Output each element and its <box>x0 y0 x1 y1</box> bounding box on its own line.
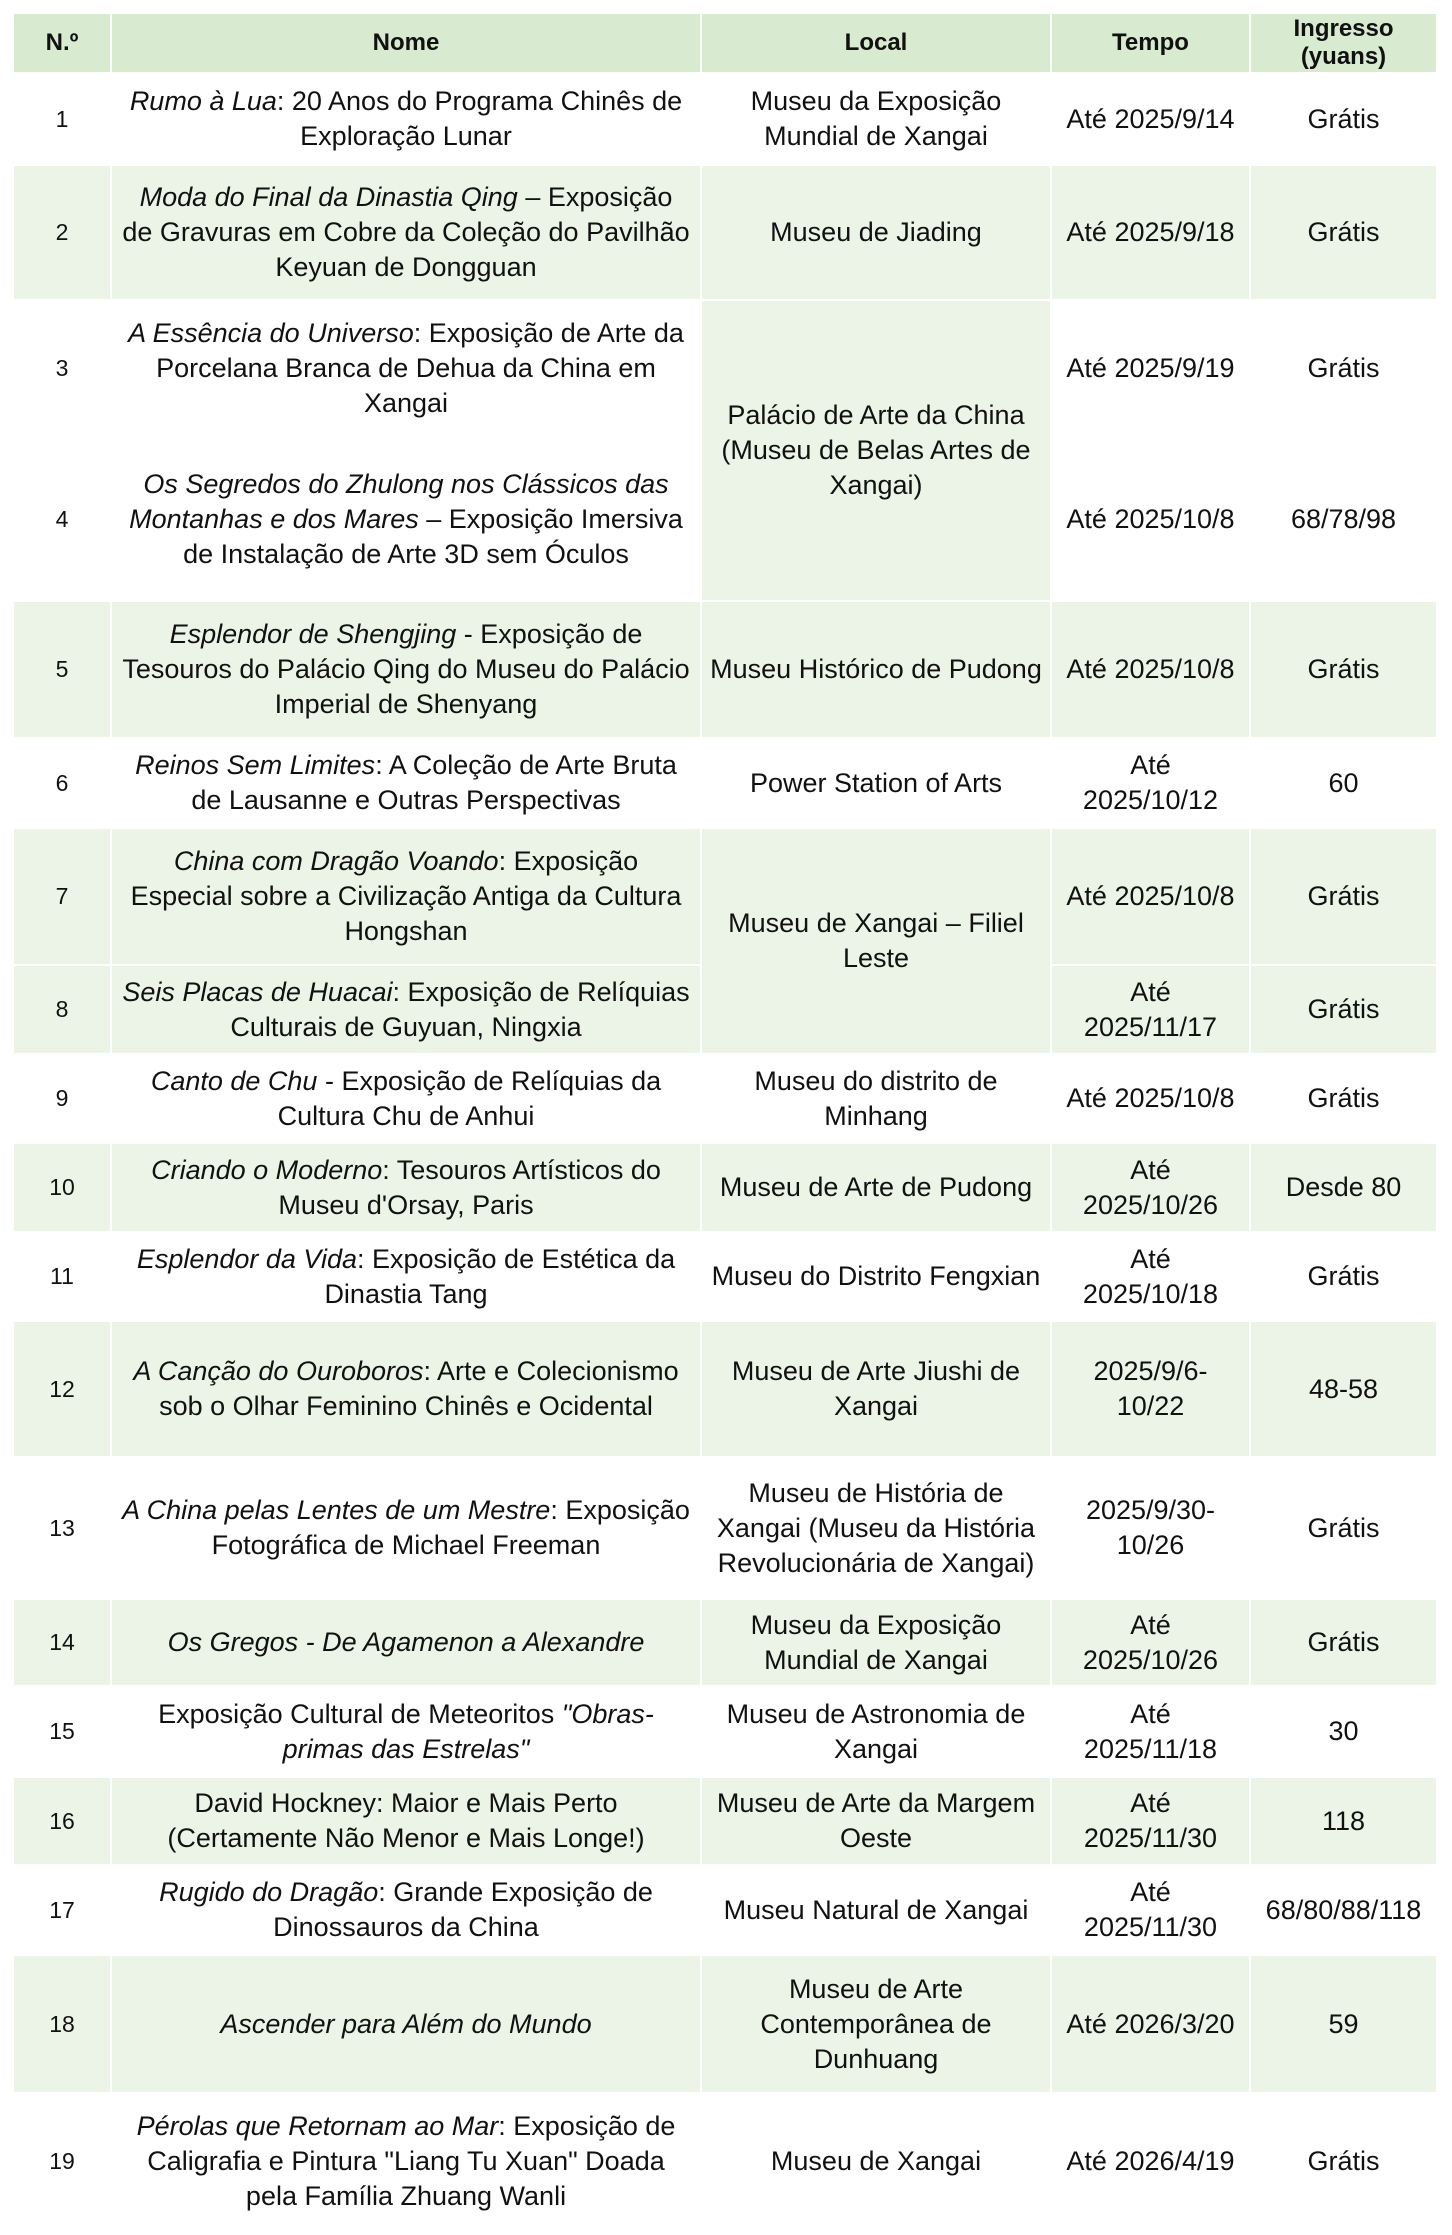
exhibition-time: Até 2025/10/8 <box>1051 437 1250 601</box>
exhibition-title: Pérolas que Retornam ao Mar <box>136 2111 499 2141</box>
table-row <box>13 300 1437 437</box>
row-number: 2 <box>13 165 111 300</box>
exhibition-fee: Grátis <box>1250 1054 1437 1143</box>
table-row <box>13 1321 1437 1457</box>
row-number: 12 <box>13 1321 111 1457</box>
exhibition-title: China com Dragão Voando <box>173 846 499 876</box>
exhibition-fee: Grátis <box>1250 2093 1437 2230</box>
exhibition-fee: 118 <box>1250 1777 1437 1865</box>
row-number: 14 <box>13 1599 111 1686</box>
exhibition-fee: Grátis <box>1250 828 1437 965</box>
header-time: Tempo <box>1051 13 1250 73</box>
row-number: 8 <box>13 965 111 1054</box>
table-row <box>13 2093 1437 2230</box>
table-row <box>13 828 1437 965</box>
exhibition-time: Até 2025/11/30 <box>1051 1777 1250 1865</box>
exhibition-fee: 30 <box>1250 1686 1437 1777</box>
exhibition-location: Palácio de Arte da China (Museu de Belas Artes de Xangai) <box>701 300 1051 601</box>
exhibition-subtitle: : Tesouros Artísticos do Museu d'Orsay, Paris <box>278 1154 661 1220</box>
row-number: 15 <box>13 1686 111 1777</box>
table-row <box>13 1599 1437 1686</box>
exhibitions-table-container <box>12 12 1436 2231</box>
exhibition-location: Museu de Arte Jiushi de Xangai <box>701 1321 1051 1457</box>
row-number: 1 <box>13 73 111 165</box>
header-location: Local <box>701 13 1051 73</box>
exhibition-time: Até 2025/11/17 <box>1051 965 1250 1054</box>
exhibition-title: Rugido do Dragão <box>159 1877 379 1907</box>
header-name: Nome <box>111 13 701 73</box>
header-fee <box>1250 13 1437 73</box>
table-row <box>13 601 1437 738</box>
exhibition-name <box>111 1232 701 1321</box>
table-row <box>13 1457 1437 1599</box>
exhibition-title: Esplendor da Vida <box>136 1243 357 1274</box>
exhibition-subtitle: : Exposição de Estética da Dinastia Tang <box>324 1243 676 1309</box>
exhibition-subtitle: - Exposição de Tesouros do Palácio Qing do Museu do Palácio Imperial de Shenyang <box>122 619 690 719</box>
exhibition-time: Até 2025/10/26 <box>1051 1599 1250 1686</box>
exhibition-name <box>111 1777 701 1865</box>
exhibition-time: Até 2026/3/20 <box>1051 1955 1250 2093</box>
table-row <box>13 1143 1437 1232</box>
exhibition-title: Esplendor de Shengjing <box>169 619 457 649</box>
exhibition-name <box>111 1054 701 1143</box>
exhibition-fee: 68/80/88/118 <box>1250 1865 1437 1955</box>
exhibition-subtitle: : Grande Exposição de Dinossauros da China <box>273 1877 653 1942</box>
row-number: 7 <box>13 828 111 965</box>
exhibition-fee: Grátis <box>1250 965 1437 1054</box>
table-row <box>13 1955 1437 2093</box>
exhibition-fee: Grátis <box>1250 1232 1437 1321</box>
table-row <box>13 1777 1437 1865</box>
exhibition-subtitle: – Exposição de Gravuras em Cobre da Coleção do Pavilhão Keyuan de Dongguan <box>122 182 690 282</box>
exhibition-location: Museu do Distrito Fengxian <box>701 1232 1051 1321</box>
exhibition-subtitle: - Exposição de Relíquias da Cultura Chu de Anhui <box>277 1065 662 1131</box>
exhibition-subtitle: : Exposição de Relíquias Culturais de Guyuan, Ningxia <box>230 976 690 1042</box>
exhibition-prefix: Exposição Cultural de Meteoritos <box>158 1698 562 1729</box>
exhibition-time: Até 2025/10/18 <box>1051 1232 1250 1321</box>
row-number: 10 <box>13 1143 111 1232</box>
exhibition-name <box>111 437 701 601</box>
exhibition-location: Museu de História de Xangai (Museu da História Revolucionária de Xangai) <box>701 1457 1051 1599</box>
exhibition-subtitle: : A Coleção de Arte Bruta de Lausanne e Outras Perspectivas <box>191 750 677 815</box>
exhibition-title: Os Segredos do Zhulong nos Clássicos das Montanhas e dos Mares <box>129 468 669 534</box>
row-number: 17 <box>13 1865 111 1955</box>
exhibition-time: Até 2025/10/12 <box>1051 738 1250 828</box>
exhibition-fee: Grátis <box>1250 1599 1437 1686</box>
exhibition-name <box>111 1686 701 1777</box>
exhibition-time: Até 2026/4/19 <box>1051 2093 1250 2230</box>
header-fee-line2: (yuans) <box>1300 43 1387 70</box>
exhibition-title: Canto de Chu <box>150 1065 318 1096</box>
exhibition-fee: Grátis <box>1250 73 1437 165</box>
exhibition-location: Museu de Jiading <box>701 165 1051 300</box>
exhibition-time: Até 2025/11/18 <box>1051 1686 1250 1777</box>
exhibition-title: Reinos Sem Limites <box>135 750 376 780</box>
row-number: 18 <box>13 1955 111 2093</box>
header-fee-line1: Ingresso <box>1293 15 1394 42</box>
exhibition-name <box>111 1457 701 1599</box>
table-row <box>13 1232 1437 1321</box>
table-row <box>13 1686 1437 1777</box>
exhibition-title: A Canção do Ouroboros <box>133 1356 424 1386</box>
row-number: 11 <box>13 1232 111 1321</box>
exhibition-location: Power Station of Arts <box>701 738 1051 828</box>
row-number: 3 <box>13 300 111 437</box>
table-row <box>13 1865 1437 1955</box>
exhibition-fee: Grátis <box>1250 601 1437 738</box>
exhibition-name <box>111 165 701 300</box>
exhibition-name <box>111 965 701 1054</box>
exhibition-title: A China pelas Lentes de um Mestre <box>122 1495 551 1525</box>
exhibition-location: Museu de Xangai <box>701 2093 1051 2230</box>
exhibition-time: Até 2025/10/8 <box>1051 828 1250 965</box>
exhibition-time: Até 2025/11/30 <box>1051 1865 1250 1955</box>
row-number: 13 <box>13 1457 111 1599</box>
exhibition-name <box>111 300 701 437</box>
exhibition-subtitle: : Exposição Fotográfica de Michael Freeman <box>211 1495 690 1560</box>
row-number: 6 <box>13 738 111 828</box>
exhibition-location: Museu da Exposição Mundial de Xangai <box>701 1599 1051 1686</box>
exhibition-subtitle: : Exposição de Caligrafia e Pintura "Liang Tu Xuan" Doada pela Família Zhuang Wanli <box>147 2111 676 2211</box>
row-number: 16 <box>13 1777 111 1865</box>
exhibition-prefix: David Hockney: Maior e Mais Perto (Certamente Não Menor e Mais Longe!) <box>167 1788 645 1853</box>
table-row <box>13 738 1437 828</box>
exhibition-location: Museu do distrito de Minhang <box>701 1054 1051 1143</box>
exhibition-name <box>111 1321 701 1457</box>
exhibition-fee: 59 <box>1250 1955 1437 2093</box>
exhibition-name <box>111 1865 701 1955</box>
exhibition-title: Rumo à Lua <box>129 86 277 116</box>
exhibition-fee: Grátis <box>1250 300 1437 437</box>
exhibition-fee: 60 <box>1250 738 1437 828</box>
row-number: 5 <box>13 601 111 738</box>
exhibition-time: Até 2025/9/14 <box>1051 73 1250 165</box>
exhibition-location: Museu de Arte de Pudong <box>701 1143 1051 1232</box>
exhibition-title: "Obras-primas das Estrelas" <box>282 1698 654 1764</box>
exhibition-location: Museu Natural de Xangai <box>701 1865 1051 1955</box>
exhibition-name <box>111 1955 701 2093</box>
exhibition-location: Museu de Astronomia de Xangai <box>701 1686 1051 1777</box>
exhibition-name <box>111 738 701 828</box>
exhibitions-table <box>12 12 1438 2231</box>
exhibition-title: A Essência do Universo <box>128 318 414 348</box>
exhibition-fee: Grátis <box>1250 1457 1437 1599</box>
exhibition-location: Museu de Xangai – Filiel Leste <box>701 828 1051 1054</box>
table-row <box>13 1054 1437 1143</box>
exhibition-time: Até 2025/9/19 <box>1051 300 1250 437</box>
exhibition-name <box>111 601 701 738</box>
exhibition-name <box>111 73 701 165</box>
exhibition-fee: Grátis <box>1250 165 1437 300</box>
exhibition-fee: 68/78/98 <box>1250 437 1437 601</box>
table-row <box>13 165 1437 300</box>
exhibition-time: Até 2025/9/18 <box>1051 165 1250 300</box>
exhibition-name <box>111 2093 701 2230</box>
exhibition-time: Até 2025/10/8 <box>1051 1054 1250 1143</box>
exhibition-name <box>111 828 701 965</box>
exhibition-fee: Desde 80 <box>1250 1143 1437 1232</box>
exhibition-title: Os Gregos - De Agamenon a Alexandre <box>167 1627 645 1657</box>
exhibition-fee: 48-58 <box>1250 1321 1437 1457</box>
exhibition-subtitle: : Exposição Especial sobre a Civilização Antiga da Cultura Hongshan <box>130 846 682 946</box>
row-number: 19 <box>13 2093 111 2230</box>
exhibition-time: 2025/9/30-10/26 <box>1051 1457 1250 1599</box>
header-row <box>13 13 1437 73</box>
exhibition-name <box>111 1599 701 1686</box>
exhibition-title: Criando o Moderno <box>151 1154 383 1185</box>
exhibition-time: Até 2025/10/8 <box>1051 601 1250 738</box>
exhibition-subtitle: – Exposição Imersiva de Instalação de Arte 3D sem Óculos <box>183 503 683 569</box>
exhibition-location: Museu Histórico de Pudong <box>701 601 1051 738</box>
exhibition-subtitle: : Exposição de Arte da Porcelana Branca de Dehua da China em Xangai <box>156 318 684 418</box>
exhibition-subtitle: : Arte e Colecionismo sob o Olhar Feminino Chinês e Ocidental <box>159 1356 679 1421</box>
exhibition-time: Até 2025/10/26 <box>1051 1143 1250 1232</box>
row-number: 4 <box>13 437 111 601</box>
exhibition-subtitle: : 20 Anos do Programa Chinês de Exploração Lunar <box>276 86 683 151</box>
header-num: N.º <box>13 13 111 73</box>
exhibition-time: 2025/9/6-10/22 <box>1051 1321 1250 1457</box>
exhibition-location: Museu da Exposição Mundial de Xangai <box>701 73 1051 165</box>
exhibition-location: Museu de Arte da Margem Oeste <box>701 1777 1051 1865</box>
exhibition-title: Ascender para Além do Mundo <box>220 2008 592 2039</box>
row-number: 9 <box>13 1054 111 1143</box>
exhibition-name <box>111 1143 701 1232</box>
exhibition-location: Museu de Arte Contemporânea de Dunhuang <box>701 1955 1051 2093</box>
exhibition-title: Moda do Final da Dinastia Qing <box>139 182 518 212</box>
exhibition-title: Seis Placas de Huacai <box>122 976 393 1007</box>
table-row <box>13 73 1437 165</box>
